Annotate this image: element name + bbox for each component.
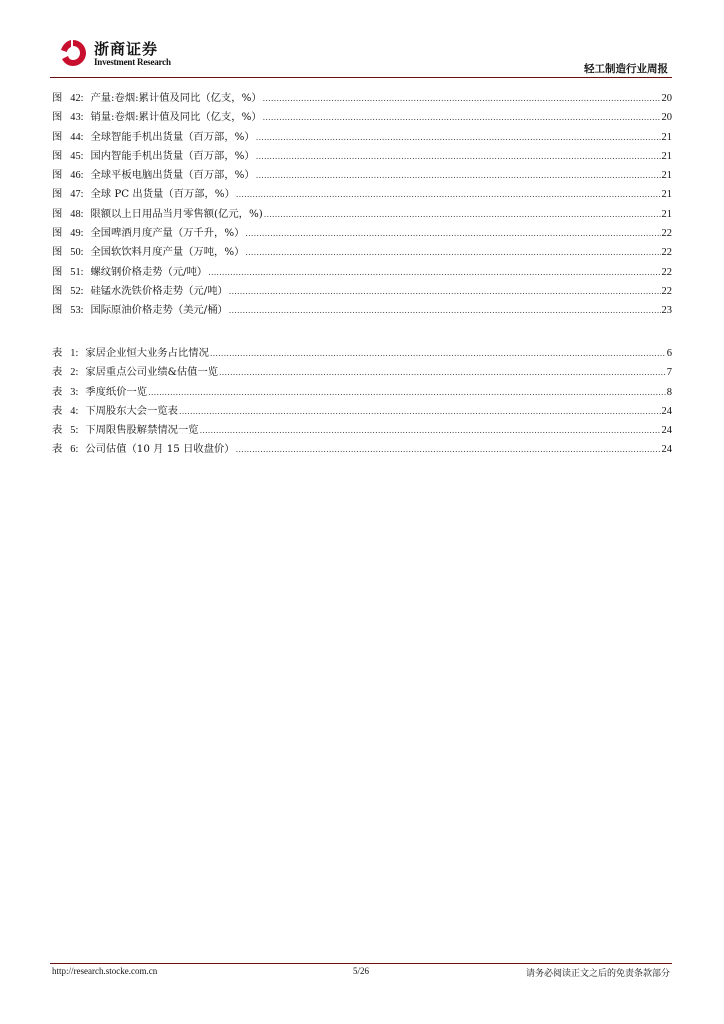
- toc-leader-dots: [148, 383, 666, 402]
- toc-entry-prefix: 图: [52, 188, 63, 201]
- table-index-entry[interactable]: [52, 344, 672, 363]
- toc-entry-number: 42:: [70, 93, 84, 104]
- table-index-list: [52, 344, 672, 460]
- toc-entry-page: 7: [666, 367, 672, 379]
- figure-index-entry[interactable]: [52, 205, 672, 224]
- toc-entry-label: [52, 383, 147, 402]
- toc-entry-page: 24: [661, 405, 672, 417]
- toc-entry-label: [52, 440, 235, 459]
- figure-index-entry[interactable]: [52, 166, 672, 185]
- toc-entry-title: 国内智能手机出货量（百万部，%）: [90, 149, 255, 162]
- toc-leader-dots: [236, 440, 661, 459]
- toc-leader-dots: [256, 128, 661, 147]
- toc-entry-prefix: 图: [52, 207, 63, 220]
- toc-entry-label: [52, 282, 228, 301]
- toc-entry-title: 下周股东大会一览表: [85, 404, 178, 417]
- table-index-entry[interactable]: [52, 383, 672, 402]
- toc-entry-prefix: 图: [52, 169, 63, 182]
- toc-entry-prefix: 图: [52, 265, 63, 278]
- toc-entry-title: 硅锰水洗铁价格走势（元/吨）: [90, 284, 228, 297]
- toc-entry-title: 家居重点公司业绩&估值一览: [85, 366, 219, 379]
- figure-index-entry[interactable]: [52, 243, 672, 262]
- toc-entry-page: 6: [666, 348, 672, 359]
- toc-leader-dots: [210, 344, 666, 363]
- toc-entry-title: 国际原油价格走势（美元/桶）: [90, 304, 228, 317]
- toc-entry-number: 47:: [70, 189, 84, 201]
- toc-entry-page: 22: [661, 228, 672, 240]
- toc-entry-page: 23: [661, 305, 672, 317]
- toc-entry-title: 季度纸价一览: [85, 385, 148, 398]
- toc-entry-number: 5:: [70, 425, 79, 437]
- toc-entry-title: 下周限售股解禁情况一览: [85, 424, 199, 437]
- toc-entry-page: 21: [661, 170, 672, 182]
- logo-text-cn: 浙商证券: [94, 40, 159, 58]
- toc-entry-title: 销量:卷烟:累计值及同比（亿支，%）: [90, 111, 262, 124]
- toc-entry-page: 21: [661, 208, 672, 220]
- toc-leader-dots: [208, 263, 660, 282]
- toc-leader-dots: [256, 147, 661, 166]
- toc-leader-dots: [229, 301, 661, 320]
- figure-index-entry[interactable]: [52, 147, 672, 166]
- table-index-entry[interactable]: [52, 440, 672, 459]
- toc-leader-dots: [200, 421, 661, 440]
- toc-entry-prefix: 表: [52, 443, 63, 456]
- toc-entry-prefix: 图: [52, 304, 63, 317]
- toc-leader-dots: [256, 166, 661, 185]
- figure-index-entry[interactable]: [52, 282, 672, 301]
- table-index-entry[interactable]: [52, 402, 672, 421]
- table-index-entry[interactable]: [52, 421, 672, 440]
- toc-entry-page: 24: [661, 425, 672, 437]
- toc-leader-dots: [263, 108, 661, 127]
- toc-entry-page: 22: [661, 266, 672, 278]
- toc-entry-number: 4:: [70, 405, 79, 417]
- toc-leader-dots: [219, 363, 666, 382]
- toc-entry-title: 全球智能手机出货量（百万部，%）: [90, 130, 255, 143]
- header-divider: [50, 77, 672, 78]
- figure-index-entry[interactable]: [52, 301, 672, 320]
- toc-entry-page: 20: [661, 112, 672, 124]
- figure-index-entry[interactable]: [52, 108, 672, 127]
- toc-entry-label: [52, 205, 263, 224]
- toc-entry-label: [52, 108, 262, 127]
- toc-entry-prefix: 图: [52, 111, 63, 124]
- toc-entry-prefix: 图: [52, 227, 63, 240]
- toc-entry-page: 21: [661, 131, 672, 143]
- toc-leader-dots: [264, 205, 661, 224]
- toc-entry-prefix: 表: [52, 385, 63, 398]
- toc-entry-prefix: 图: [52, 284, 63, 297]
- toc-entry-number: 6:: [70, 444, 79, 456]
- toc-entry-page: 21: [661, 189, 672, 201]
- toc-entry-label: [52, 263, 207, 282]
- toc-entry-number: 53:: [70, 305, 84, 317]
- toc-entry-number: 46:: [70, 170, 84, 182]
- company-logo-icon: [58, 38, 88, 68]
- toc-entry-title: 螺纹钢价格走势（元/吨）: [90, 265, 208, 278]
- figure-index-list: [52, 89, 672, 321]
- toc-entry-title: 全国软饮料月度产量（万吨，%）: [90, 246, 245, 259]
- table-index-entry[interactable]: [52, 363, 672, 382]
- figure-index-entry[interactable]: [52, 89, 672, 108]
- toc-entry-label: [52, 421, 199, 440]
- toc-entry-label: [52, 344, 209, 363]
- page-number: 5/26: [353, 966, 370, 976]
- toc-entry-prefix: 图: [52, 92, 63, 104]
- toc-entry-label: [52, 89, 262, 108]
- toc-entry-prefix: 表: [52, 347, 63, 359]
- toc-entry-label: [52, 363, 218, 382]
- footer-divider: [50, 963, 672, 964]
- figure-index-entry[interactable]: [52, 224, 672, 243]
- footer-url[interactable]: http://research.stocke.com.cn: [52, 966, 158, 976]
- toc-entry-title: 产量:卷烟:累计值及同比（亿支，%）: [90, 92, 262, 104]
- toc-entry-number: 48:: [70, 208, 84, 220]
- toc-entry-number: 51:: [70, 266, 84, 278]
- toc-entry-page: 24: [661, 444, 672, 456]
- toc-entry-prefix: 表: [52, 366, 63, 379]
- toc-entry-title: 全球平板电脑出货量（百万部，%）: [90, 169, 255, 182]
- toc-entry-prefix: 图: [52, 130, 63, 143]
- toc-entry-number: 43:: [70, 112, 84, 124]
- page-header: [50, 36, 674, 76]
- toc-entry-number: 3:: [70, 386, 79, 398]
- toc-entry-number: 45:: [70, 150, 84, 162]
- toc-entry-label: [52, 147, 255, 166]
- toc-entry-page: 20: [661, 93, 672, 104]
- toc-entry-label: [52, 224, 244, 243]
- toc-entry-title: 家居企业恒大业务占比情况: [85, 347, 209, 359]
- toc-leader-dots: [229, 282, 661, 301]
- toc-leader-dots: [245, 243, 660, 262]
- toc-entry-prefix: 表: [52, 424, 63, 437]
- toc-entry-prefix: 表: [52, 404, 63, 417]
- toc-entry-title: 全球 PC 出货量（百万部，%）: [90, 188, 235, 201]
- toc-leader-dots: [263, 89, 661, 108]
- toc-entry-label: [52, 301, 228, 320]
- toc-entry-label: [52, 185, 235, 204]
- figure-index-entry[interactable]: [52, 185, 672, 204]
- toc-entry-number: 49:: [70, 228, 84, 240]
- toc-entry-label: [52, 166, 255, 185]
- toc-entry-label: [52, 402, 178, 421]
- toc-entry-title: 公司估值（10 月 15 日收盘价）: [85, 443, 235, 456]
- figure-index-entry[interactable]: [52, 128, 672, 147]
- toc-entry-label: [52, 243, 244, 262]
- toc-entry-prefix: 图: [52, 149, 63, 162]
- toc-entry-number: 2:: [70, 367, 79, 379]
- toc-entry-prefix: 图: [52, 246, 63, 259]
- report-title: 轻工制造行业周报: [584, 63, 668, 75]
- logo-text-en: Investment Research: [94, 57, 171, 67]
- toc-entry-title: 全国啤酒月度产量（万千升，%）: [90, 227, 245, 240]
- figure-index-entry[interactable]: [52, 263, 672, 282]
- toc-entry-number: 50:: [70, 247, 84, 259]
- toc-entry-page: 8: [666, 386, 672, 398]
- footer-disclaimer: 请务必阅读正文之后的免责条款部分: [525, 969, 670, 979]
- toc-entry-number: 1:: [70, 348, 79, 359]
- toc-entry-label: [52, 128, 255, 147]
- toc-leader-dots: [179, 402, 661, 421]
- toc-entry-number: 52:: [70, 285, 84, 297]
- toc-entry-number: 44:: [70, 131, 84, 143]
- toc-leader-dots: [236, 185, 661, 204]
- toc-entry-page: 22: [661, 247, 672, 259]
- toc-entry-title: 限额以上日用品当月零售额(亿元，%): [90, 207, 263, 220]
- toc-entry-page: 21: [661, 150, 672, 162]
- toc-leader-dots: [245, 224, 660, 243]
- toc-entry-page: 22: [661, 285, 672, 297]
